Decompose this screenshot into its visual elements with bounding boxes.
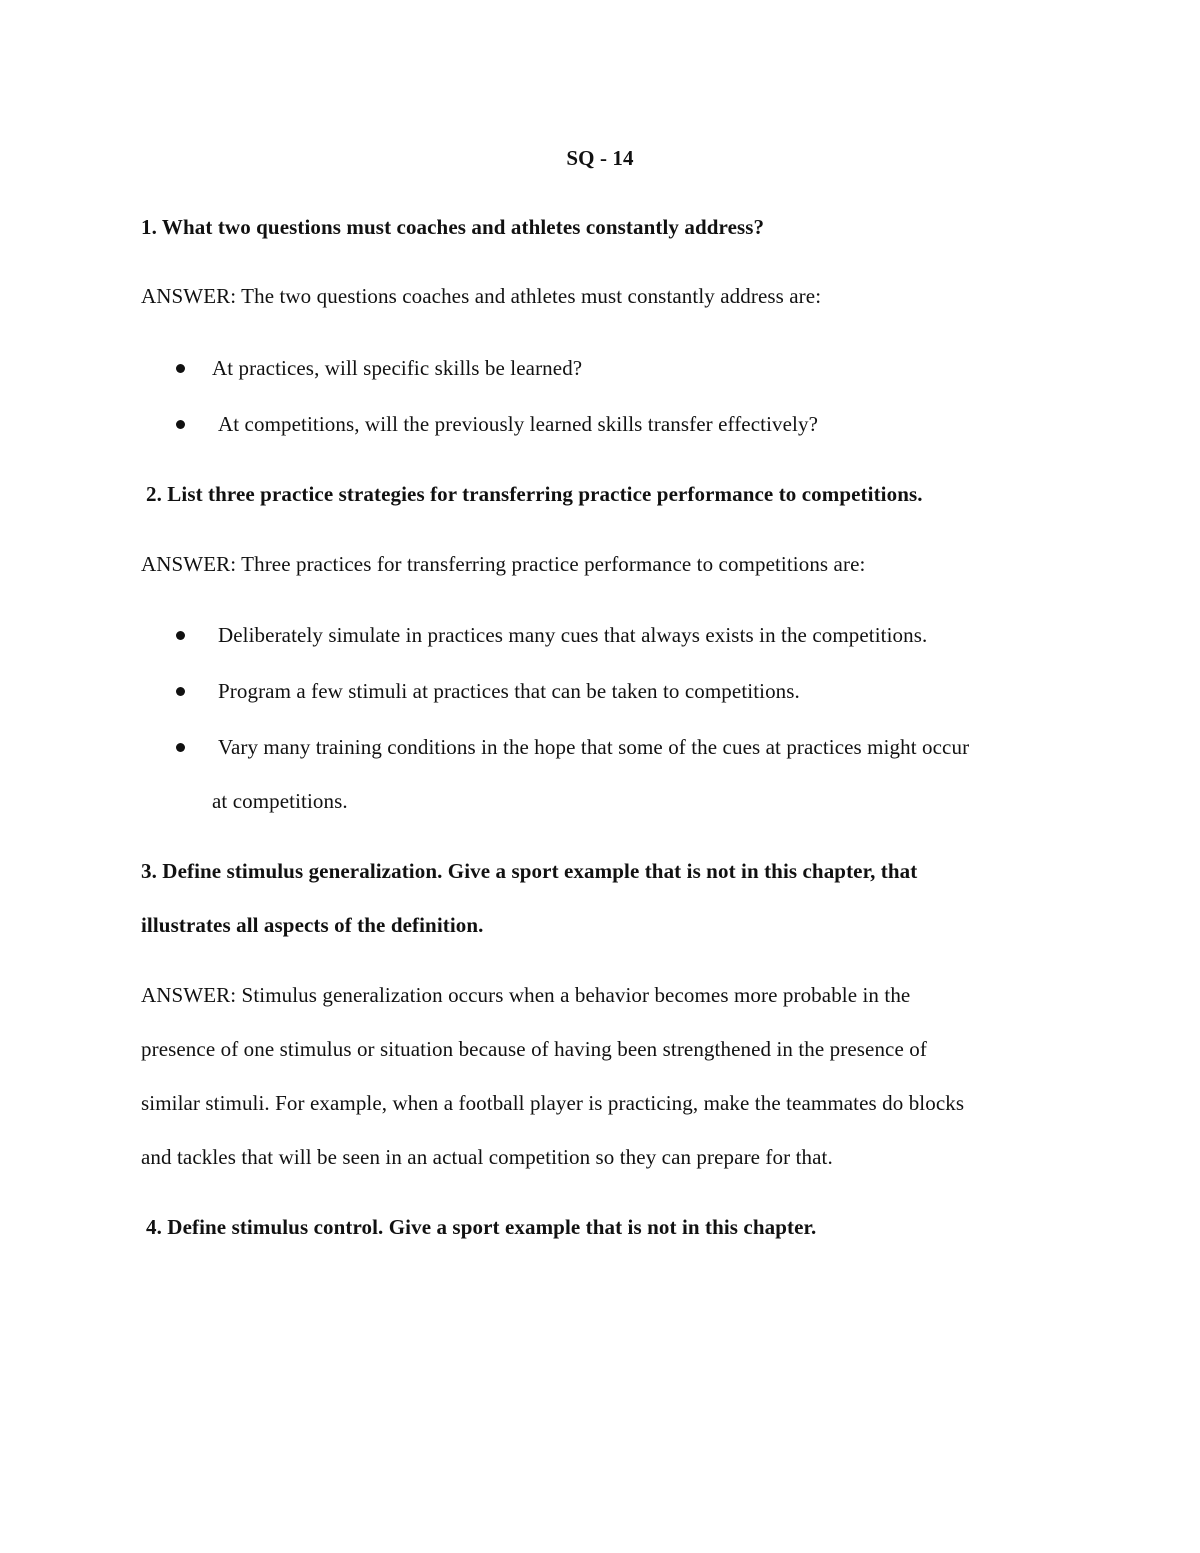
bullet-icon: [176, 687, 185, 696]
answer-2-bullet-2: Program a few stimuli at practices that can be taken to competitions.: [218, 679, 800, 703]
question-1: 1. What two questions must coaches and athletes constantly address?: [141, 215, 765, 239]
bullet-icon: [176, 420, 185, 429]
question-4: 4. Define stimulus control. Give a sport example that is not in this chapter.: [146, 1215, 817, 1239]
answer-3-line-4: and tackles that will be seen in an actual competition so they can prepare for that.: [141, 1145, 833, 1169]
bullet-icon: [176, 631, 185, 640]
answer-2-bullet-1: Deliberately simulate in practices many cues that always exists in the competitions.: [218, 623, 928, 647]
bullet-icon: [176, 364, 185, 373]
answer-3-line-1: ANSWER: Stimulus generalization occurs when a behavior becomes more probable in the: [141, 983, 911, 1007]
answer-1-bullet-2: At competitions, will the previously learned skills transfer effectively?: [218, 412, 818, 436]
question-2: 2. List three practice strategies for transferring practice performance to competitions.: [146, 482, 923, 506]
question-3-line-2: illustrates all aspects of the definition.: [141, 913, 484, 937]
answer-1-bullet-1: At practices, will specific skills be learned?: [212, 356, 583, 380]
answer-2-intro: ANSWER: Three practices for transferring practice performance to competitions are:: [141, 552, 866, 576]
question-3-line-1: 3. Define stimulus generalization. Give a sport example that is not in this chapter, that: [141, 859, 918, 883]
answer-2-bullet-3: Vary many training conditions in the hope that some of the cues at practices might occur: [218, 735, 970, 759]
answer-2-bullet-3-continuation: at competitions.: [212, 789, 348, 813]
bullet-icon: [176, 743, 185, 752]
answer-3-line-3: similar stimuli. For example, when a football player is practicing, make the teammates do blocks: [141, 1091, 965, 1115]
page-title: SQ - 14: [566, 146, 634, 170]
answer-3-line-2: presence of one stimulus or situation because of having been strengthened in the presence of: [141, 1037, 927, 1061]
answer-1-intro: ANSWER: The two questions coaches and athletes must constantly address are:: [141, 284, 822, 308]
